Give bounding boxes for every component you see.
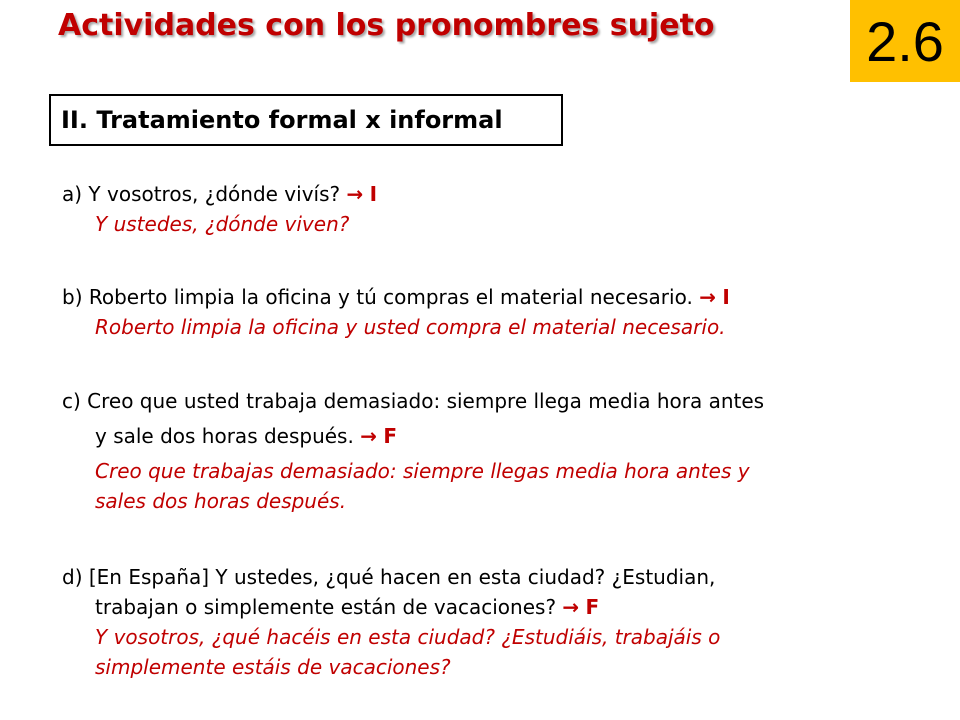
- arrow-icon: →: [699, 285, 716, 309]
- section-heading: II. Tratamiento formal x informal: [49, 94, 563, 146]
- question-text: y sale dos horas después.: [95, 424, 354, 448]
- exercise-answer: Roberto limpia la oficina y usted compra el material necesario.: [95, 315, 726, 339]
- exercise-answer: Y vosotros, ¿qué hacéis en esta ciudad? ¿Estudiáis, trabajáis o: [95, 625, 721, 649]
- arrow-icon: →: [346, 182, 364, 206]
- arrow-icon: →: [360, 424, 377, 448]
- slide-number-badge: 2.6: [850, 0, 960, 82]
- verdict-label: F: [383, 424, 397, 448]
- arrow-icon: →: [562, 595, 580, 619]
- verdict-label: I: [369, 182, 378, 206]
- question-text-continued: [62, 416, 922, 456]
- exercise-item-a: [62, 179, 922, 239]
- exercise-item-c: [62, 386, 922, 516]
- question-text: b) Roberto limpia la oficina y tú compras el material necesario.: [62, 285, 693, 309]
- exercise-answer: Y ustedes, ¿dónde viven?: [95, 212, 350, 236]
- question-text-continued: [62, 592, 922, 622]
- question-text: d) [En España] Y ustedes, ¿qué hacen en esta ciudad? ¿Estudian,: [62, 565, 716, 589]
- question-text: c) Creo que usted trabaja demasiado: siempre llega media hora antes: [62, 389, 765, 413]
- verdict-label: F: [585, 595, 600, 619]
- exercise-answer: Creo que trabajas demasiado: siempre llegas media hora antes y: [95, 459, 750, 483]
- slide-title: Actividades con los pronombres sujeto: [58, 8, 715, 43]
- exercise-question: [62, 386, 922, 456]
- exercise-item-d: [62, 562, 922, 682]
- exercise-answer-continued: simplemente estáis de vacaciones?: [95, 655, 451, 679]
- exercise-item-b: [62, 282, 922, 342]
- exercise-question: [62, 282, 922, 312]
- exercise-question: [62, 179, 922, 209]
- exercise-answer-continued: sales dos horas después.: [95, 489, 347, 513]
- question-text: a) Y vosotros, ¿dónde vivís?: [62, 182, 341, 206]
- question-text: trabajan o simplemente están de vacaciones?: [95, 595, 557, 619]
- verdict-label: I: [722, 285, 730, 309]
- exercise-question: [62, 562, 922, 622]
